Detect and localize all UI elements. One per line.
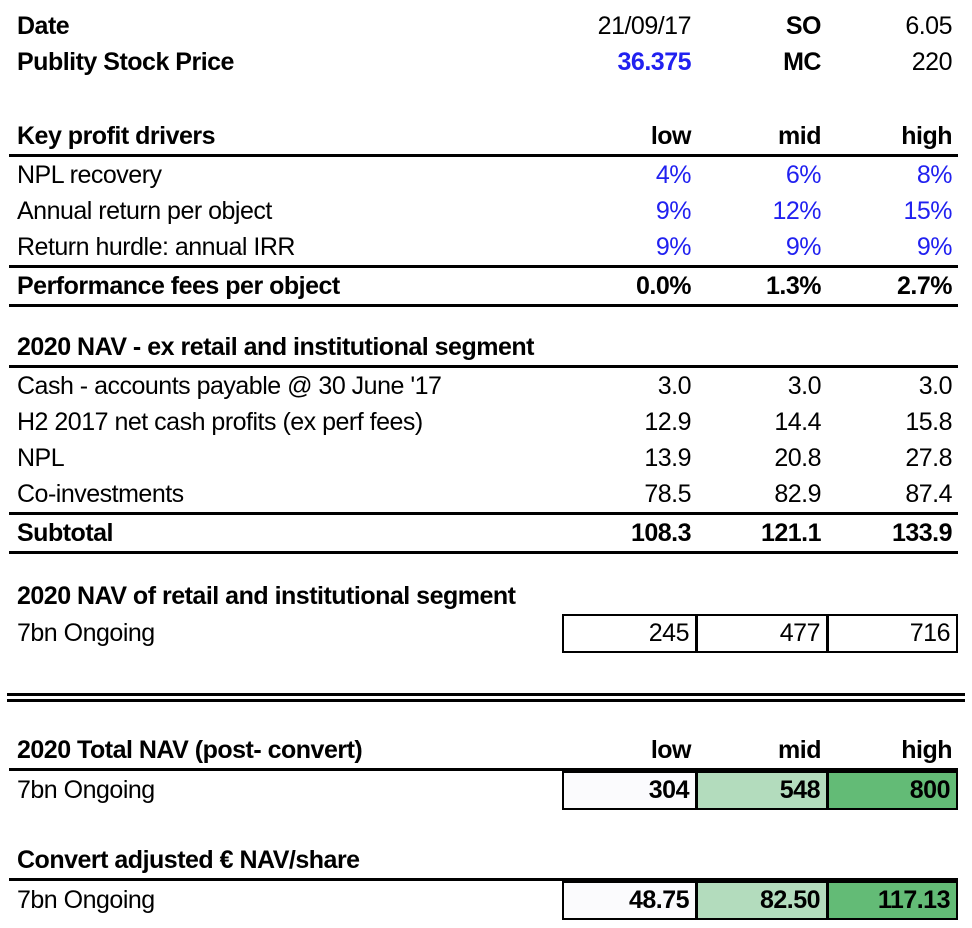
return-hurdle-label: Return hurdle: annual IRR bbox=[17, 232, 295, 261]
return-hurdle-mid-cell[interactable]: 9% bbox=[785, 232, 821, 261]
row-npl-recovery bbox=[9, 157, 958, 193]
total-nav-cells bbox=[562, 771, 958, 810]
total-nav-title: 2020 Total NAV (post- convert) bbox=[17, 735, 363, 764]
total-nav-high-cell[interactable]: 800 bbox=[826, 773, 956, 808]
key-profit-drivers-header bbox=[9, 118, 958, 157]
h2-net-cash-profits-label: H2 2017 net cash profits (ex perf fees) bbox=[17, 407, 423, 436]
nav-retail-low-cell[interactable]: 245 bbox=[564, 616, 695, 651]
npl-recovery-label: NPL recovery bbox=[17, 160, 162, 189]
nav-ex-retail-title: 2020 NAV - ex retail and institutional segment bbox=[9, 329, 958, 368]
total-nav-header bbox=[9, 732, 958, 771]
nav-per-share-low-cell[interactable]: 48.75 bbox=[564, 883, 695, 918]
cash-accounts-payable-label: Cash - accounts payable @ 30 June '17 bbox=[17, 371, 442, 400]
so-label: SO bbox=[785, 11, 821, 40]
nav-retail-high-cell[interactable]: 716 bbox=[826, 616, 956, 651]
mc-value-cell[interactable]: 220 bbox=[911, 47, 952, 76]
npl-label: NPL bbox=[17, 443, 65, 472]
nav-retail-7bn-label: 7bn Ongoing bbox=[17, 619, 155, 647]
key-profit-drivers-title: Key profit drivers bbox=[17, 121, 216, 150]
double-separator-line bbox=[7, 693, 965, 702]
total-nav-7bn-label: 7bn Ongoing bbox=[17, 776, 155, 804]
nav-retail-cells bbox=[562, 614, 958, 653]
row-date bbox=[9, 8, 958, 44]
column-header-mid: mid bbox=[778, 121, 821, 150]
h2-profits-low-cell[interactable]: 12.9 bbox=[644, 407, 691, 436]
cash-high-cell[interactable]: 3.0 bbox=[918, 371, 952, 400]
subtotal-high-cell[interactable]: 133.9 bbox=[891, 518, 952, 547]
npl-recovery-high-cell[interactable]: 8% bbox=[916, 160, 952, 189]
row-total-nav-7bn bbox=[9, 771, 958, 810]
annual-return-label: Annual return per object bbox=[17, 196, 272, 225]
return-hurdle-high-cell[interactable]: 9% bbox=[916, 232, 952, 261]
performance-fees-low-cell[interactable]: 0.0% bbox=[636, 271, 691, 300]
h2-profits-high-cell[interactable]: 15.8 bbox=[905, 407, 952, 436]
npl-low-cell[interactable]: 13.9 bbox=[644, 443, 691, 472]
total-nav-column-mid: mid bbox=[778, 735, 821, 764]
row-return-hurdle bbox=[9, 229, 958, 265]
stock-price-label: Publity Stock Price bbox=[17, 47, 234, 76]
so-value-cell[interactable]: 6.05 bbox=[905, 11, 952, 40]
row-annual-return bbox=[9, 193, 958, 229]
total-nav-column-low: low bbox=[650, 735, 691, 764]
total-nav-mid-cell[interactable]: 548 bbox=[695, 773, 826, 808]
cash-mid-cell[interactable]: 3.0 bbox=[787, 371, 821, 400]
date-label: Date bbox=[17, 11, 70, 40]
nav-retail-mid-cell[interactable]: 477 bbox=[695, 616, 826, 651]
h2-profits-mid-cell[interactable]: 14.4 bbox=[774, 407, 821, 436]
annual-return-mid-cell[interactable]: 12% bbox=[772, 196, 821, 225]
npl-high-cell[interactable]: 27.8 bbox=[905, 443, 952, 472]
row-cash-accounts-payable bbox=[9, 368, 958, 404]
subtotal-mid-cell[interactable]: 121.1 bbox=[760, 518, 821, 547]
npl-recovery-mid-cell[interactable]: 6% bbox=[785, 160, 821, 189]
return-hurdle-low-cell[interactable]: 9% bbox=[655, 232, 691, 261]
npl-mid-cell[interactable]: 20.8 bbox=[774, 443, 821, 472]
row-stock-price bbox=[9, 44, 958, 80]
performance-fees-mid-cell[interactable]: 1.3% bbox=[766, 271, 821, 300]
subtotal-label: Subtotal bbox=[17, 518, 113, 547]
co-investments-high-cell[interactable]: 87.4 bbox=[905, 479, 952, 508]
total-nav-column-high: high bbox=[901, 735, 952, 764]
column-header-low: low bbox=[650, 121, 691, 150]
row-nav-retail-7bn bbox=[9, 614, 958, 653]
npl-recovery-low-cell[interactable]: 4% bbox=[655, 160, 691, 189]
annual-return-high-cell[interactable]: 15% bbox=[903, 196, 952, 225]
row-h2-net-cash-profits bbox=[9, 404, 958, 440]
cash-low-cell[interactable]: 3.0 bbox=[657, 371, 691, 400]
row-subtotal bbox=[9, 512, 958, 554]
performance-fees-high-cell[interactable]: 2.7% bbox=[897, 271, 952, 300]
stock-price-value-cell[interactable]: 36.375 bbox=[617, 47, 691, 76]
date-value-cell[interactable]: 21/09/17 bbox=[597, 11, 691, 40]
annual-return-low-cell[interactable]: 9% bbox=[655, 196, 691, 225]
row-performance-fees bbox=[9, 265, 958, 307]
nav-retail-title: 2020 NAV of retail and institutional segment bbox=[17, 582, 516, 610]
nav-per-share-high-cell[interactable]: 117.13 bbox=[826, 883, 956, 918]
co-investments-low-cell[interactable]: 78.5 bbox=[644, 479, 691, 508]
row-co-investments bbox=[9, 476, 958, 512]
subtotal-low-cell[interactable]: 108.3 bbox=[630, 518, 691, 547]
nav-per-share-title: Convert adjusted € NAV/share bbox=[9, 842, 958, 881]
row-nav-per-share-7bn bbox=[9, 881, 958, 920]
row-npl bbox=[9, 440, 958, 476]
mc-label: MC bbox=[783, 47, 821, 76]
total-nav-low-cell[interactable]: 304 bbox=[564, 773, 695, 808]
column-header-high: high bbox=[901, 121, 952, 150]
co-investments-mid-cell[interactable]: 82.9 bbox=[774, 479, 821, 508]
nav-per-share-mid-cell[interactable]: 82.50 bbox=[695, 883, 826, 918]
nav-per-share-cells bbox=[562, 881, 958, 920]
performance-fees-label: Performance fees per object bbox=[17, 271, 340, 300]
nav-per-share-7bn-label: 7bn Ongoing bbox=[17, 886, 155, 914]
co-investments-label: Co-investments bbox=[17, 479, 184, 508]
